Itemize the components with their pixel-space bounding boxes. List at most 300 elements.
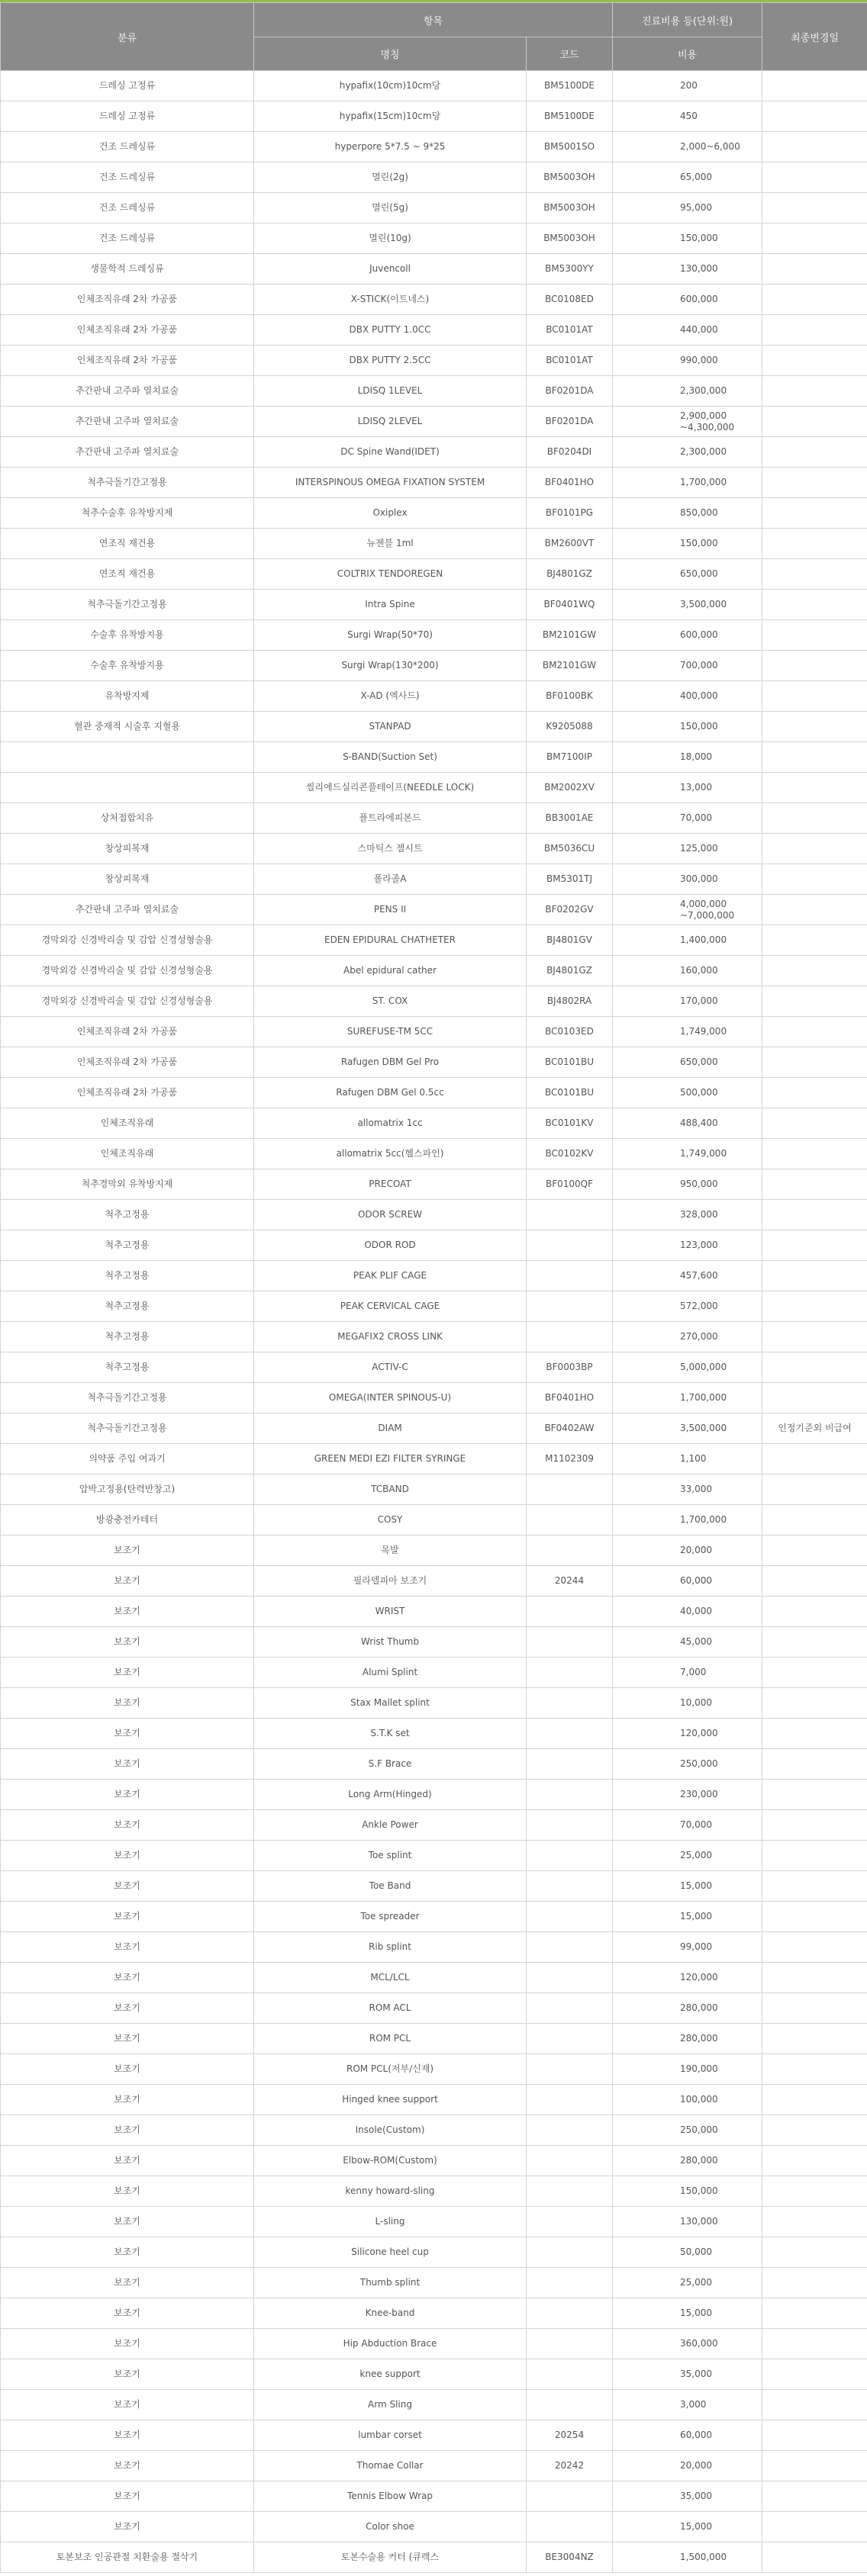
cost-cell: 130,000 <box>613 2207 762 2237</box>
last-changed-cell <box>762 1169 867 1200</box>
last-changed-cell <box>762 681 867 712</box>
last-changed-cell <box>762 346 867 376</box>
code-cell <box>527 1841 613 1871</box>
category-cell: 수술후 유착방지용 <box>1 651 254 681</box>
category-cell: 척추고정용 <box>1 1291 254 1322</box>
name-cell: 뉴젠블 1ml <box>254 529 527 559</box>
name-cell: Long Arm(Hinged) <box>254 1780 527 1810</box>
code-cell <box>527 2024 613 2054</box>
last-changed-cell <box>762 2024 867 2054</box>
cost-cell: 1,100 <box>613 1444 762 1475</box>
last-changed-cell <box>762 956 867 986</box>
category-cell: 보조기 <box>1 2298 254 2329</box>
code-cell <box>527 2481 613 2512</box>
last-changed-cell <box>762 2512 867 2542</box>
code-cell <box>527 1597 613 1627</box>
last-changed-cell <box>762 2054 867 2085</box>
last-changed-cell <box>762 651 867 681</box>
name-cell: ODOR ROD <box>254 1230 527 1261</box>
table-row <box>1 498 867 529</box>
cost-cell: 3,000 <box>613 2390 762 2420</box>
code-cell <box>527 2207 613 2237</box>
category-cell: 척추고정용 <box>1 1230 254 1261</box>
category-cell: 보조기 <box>1 2451 254 2481</box>
cost-cell: 130,000 <box>613 254 762 285</box>
table-row <box>1 2420 867 2451</box>
cost-cell: 25,000 <box>613 1841 762 1871</box>
last-changed-cell <box>762 1871 867 1902</box>
cost-cell: 123,000 <box>613 1230 762 1261</box>
cost-cell: 25,000 <box>613 2268 762 2298</box>
cost-cell: 33,000 <box>613 1475 762 1505</box>
code-cell: 20254 <box>527 2420 613 2451</box>
name-cell: Surgi Wrap(50*70) <box>254 620 527 651</box>
table-row <box>1 1078 867 1108</box>
code-cell: BM5100DE <box>527 101 613 132</box>
category-cell: 인체조직유래 2차 가공품 <box>1 285 254 315</box>
name-cell: lumbar corset <box>254 2420 527 2451</box>
category-cell: 건조 드레싱류 <box>1 162 254 193</box>
last-changed-cell <box>762 590 867 620</box>
code-cell <box>527 2329 613 2359</box>
category-cell: 보조기 <box>1 2512 254 2542</box>
code-cell: BM5003OH <box>527 224 613 254</box>
cost-cell: 50,000 <box>613 2237 762 2268</box>
code-cell: BB3001AE <box>527 803 613 834</box>
last-changed-cell <box>762 132 867 162</box>
table-row <box>1 71 867 101</box>
name-cell: Insole(Custom) <box>254 2115 527 2146</box>
last-changed-cell <box>762 1139 867 1169</box>
name-cell: Arm Sling <box>254 2390 527 2420</box>
table-row <box>1 2085 867 2115</box>
code-cell <box>527 1963 613 1993</box>
table-row <box>1 1963 867 1993</box>
category-cell: 압박고정용(탄력반창고) <box>1 1475 254 1505</box>
cost-cell: 457,600 <box>613 1261 762 1291</box>
cost-cell: 120,000 <box>613 1719 762 1749</box>
category-cell: 보조기 <box>1 1902 254 1932</box>
cost-cell: 488,400 <box>613 1108 762 1139</box>
code-cell: BM5036CU <box>527 834 613 864</box>
table-row <box>1 1261 867 1291</box>
cost-cell: 440,000 <box>613 315 762 346</box>
table-row <box>1 1444 867 1475</box>
table-row <box>1 346 867 376</box>
table-row <box>1 376 867 407</box>
cost-cell: 200 <box>613 71 762 101</box>
name-cell: S.F Brace <box>254 1749 527 1780</box>
last-changed-cell <box>762 1078 867 1108</box>
last-changed-cell <box>762 1658 867 1688</box>
last-changed-cell <box>762 1444 867 1475</box>
name-cell: COSY <box>254 1505 527 1536</box>
category-cell: 토본보조 인공관절 치환술용 절삭기 <box>1 2542 254 2573</box>
cost-cell: 700,000 <box>613 651 762 681</box>
cost-cell: 60,000 <box>613 1566 762 1597</box>
last-changed-cell <box>762 2146 867 2176</box>
name-cell: Juvencoll <box>254 254 527 285</box>
table-row <box>1 1688 867 1719</box>
table-row <box>1 2542 867 2573</box>
table-row <box>1 620 867 651</box>
category-cell: 경막외강 신경박리술 및 감압 신경성형술용 <box>1 956 254 986</box>
cost-cell: 280,000 <box>613 2024 762 2054</box>
code-cell: BC0101AT <box>527 315 613 346</box>
table-row <box>1 1139 867 1169</box>
last-changed-cell <box>762 2390 867 2420</box>
name-cell: 토본수술용 커터 (큐렉스 <box>254 2542 527 2573</box>
category-cell: 창상피복재 <box>1 834 254 864</box>
name-cell: DBX PUTTY 1.0CC <box>254 315 527 346</box>
code-cell <box>527 1658 613 1688</box>
cost-cell: 120,000 <box>613 1963 762 1993</box>
name-cell: 씰리에드실리콘풀테이프(NEEDLE LOCK) <box>254 773 527 803</box>
name-cell: X-STICK(이트네스) <box>254 285 527 315</box>
cost-cell: 650,000 <box>613 559 762 590</box>
category-cell: 척추극돌기간고정용 <box>1 1413 254 1444</box>
category-cell: 척추고정용 <box>1 1322 254 1352</box>
cost-cell: 70,000 <box>613 803 762 834</box>
name-cell: PEAK CERVICAL CAGE <box>254 1291 527 1322</box>
name-cell: PENS II <box>254 895 527 925</box>
category-cell: 보조기 <box>1 2176 254 2207</box>
name-cell: Abel epidural cather <box>254 956 527 986</box>
last-changed-cell <box>762 2451 867 2481</box>
name-cell: SUREFUSE-TM 5CC <box>254 1017 527 1047</box>
cost-cell: 400,000 <box>613 681 762 712</box>
last-changed-cell <box>762 71 867 101</box>
category-cell: 보조기 <box>1 2146 254 2176</box>
name-cell: Ankle Power <box>254 1810 527 1841</box>
code-cell: BM2101GW <box>527 651 613 681</box>
name-cell: ROM PCL <box>254 2024 527 2054</box>
code-cell <box>527 1200 613 1230</box>
last-changed-cell <box>762 101 867 132</box>
name-cell: Hip Abduction Brace <box>254 2329 527 2359</box>
table-row <box>1 1658 867 1688</box>
name-cell: Tennis Elbow Wrap <box>254 2481 527 2512</box>
cost-cell: 95,000 <box>613 193 762 224</box>
name-cell: Rib splint <box>254 1932 527 1963</box>
table-row <box>1 1200 867 1230</box>
table-row <box>1 590 867 620</box>
code-cell: BM5003OH <box>527 193 613 224</box>
last-changed-cell <box>762 376 867 407</box>
code-cell: BF0201DA <box>527 376 613 407</box>
last-changed-cell <box>762 254 867 285</box>
table-row <box>1 986 867 1017</box>
table-row <box>1 2268 867 2298</box>
last-changed-cell <box>762 1108 867 1139</box>
last-changed-cell <box>762 224 867 254</box>
category-cell: 보조기 <box>1 1780 254 1810</box>
last-changed-cell <box>762 1688 867 1719</box>
cost-cell: 7,000 <box>613 1658 762 1688</box>
header-code: 코드 <box>527 37 613 71</box>
name-cell: EDEN EPIDURAL CHATHETER <box>254 925 527 956</box>
category-cell: 건조 드레싱류 <box>1 193 254 224</box>
code-cell <box>527 2512 613 2542</box>
table-row <box>1 712 867 742</box>
code-cell <box>527 1230 613 1261</box>
last-changed-cell <box>762 2359 867 2390</box>
category-cell: 인체조직유래 2차 가공품 <box>1 315 254 346</box>
cost-cell: 150,000 <box>613 224 762 254</box>
category-cell: 혈관 중재적 시술후 지혈용 <box>1 712 254 742</box>
last-changed-cell <box>762 1780 867 1810</box>
name-cell: S-BAND(Suction Set) <box>254 742 527 773</box>
name-cell: 멸린(10g) <box>254 224 527 254</box>
category-cell: 의약품 주입 여과기 <box>1 1444 254 1475</box>
cost-cell: 15,000 <box>613 1871 762 1902</box>
category-cell: 보조기 <box>1 1749 254 1780</box>
last-changed-cell <box>762 193 867 224</box>
category-cell: 척추고정용 <box>1 1261 254 1291</box>
table-row <box>1 1322 867 1352</box>
table-row <box>1 773 867 803</box>
table-row <box>1 2146 867 2176</box>
cost-cell: 15,000 <box>613 1902 762 1932</box>
cost-cell: 1,500,000 <box>613 2542 762 2573</box>
code-cell: BM2002XV <box>527 773 613 803</box>
table-row <box>1 2512 867 2542</box>
table-row <box>1 407 867 437</box>
category-cell: 경막외강 신경박리술 및 감압 신경성형술용 <box>1 986 254 1017</box>
name-cell: 멸린(5g) <box>254 193 527 224</box>
cost-cell: 230,000 <box>613 1780 762 1810</box>
cost-cell: 600,000 <box>613 285 762 315</box>
header-item: 항목 <box>254 3 613 37</box>
code-cell: 20242 <box>527 2451 613 2481</box>
name-cell: 플트라에피본드 <box>254 803 527 834</box>
code-cell: BJ4802RA <box>527 986 613 1017</box>
name-cell: Alumi Splint <box>254 1658 527 1688</box>
cost-cell: 250,000 <box>613 1749 762 1780</box>
name-cell: MCL/LCL <box>254 1963 527 1993</box>
name-cell: allomatrix 5cc(헬스파인) <box>254 1139 527 1169</box>
code-cell: BC0101AT <box>527 346 613 376</box>
name-cell: Toe splint <box>254 1841 527 1871</box>
name-cell: kenny howard-sling <box>254 2176 527 2207</box>
name-cell: Rafugen DBM Gel Pro <box>254 1047 527 1078</box>
name-cell: PEAK PLIF CAGE <box>254 1261 527 1291</box>
last-changed-cell <box>762 1505 867 1536</box>
last-changed-cell <box>762 1932 867 1963</box>
table-row <box>1 2054 867 2085</box>
cost-cell: 10,000 <box>613 1688 762 1719</box>
table-row <box>1 1505 867 1536</box>
last-changed-cell <box>762 2268 867 2298</box>
cost-cell: 1,700,000 <box>613 1383 762 1413</box>
code-cell: BF0100BK <box>527 681 613 712</box>
cost-cell: 35,000 <box>613 2481 762 2512</box>
cost-cell: 60,000 <box>613 2420 762 2451</box>
category-cell: 연조직 재건용 <box>1 529 254 559</box>
table-row <box>1 2481 867 2512</box>
code-cell: BC0101BU <box>527 1047 613 1078</box>
code-cell: BM2101GW <box>527 620 613 651</box>
name-cell: TCBAND <box>254 1475 527 1505</box>
name-cell: LDISQ 2LEVEL <box>254 407 527 437</box>
table-row <box>1 1352 867 1383</box>
category-cell: 척추극돌기간고정용 <box>1 1383 254 1413</box>
name-cell: STANPAD <box>254 712 527 742</box>
code-cell: BC0102KV <box>527 1139 613 1169</box>
category-cell: 보조기 <box>1 2481 254 2512</box>
code-cell: BE3004NZ <box>527 2542 613 2573</box>
table-row <box>1 1841 867 1871</box>
table-row <box>1 315 867 346</box>
code-cell: BF0402AW <box>527 1413 613 1444</box>
code-cell <box>527 2298 613 2329</box>
code-cell <box>527 1688 613 1719</box>
category-cell: 척추경막외 유착방지제 <box>1 1169 254 1200</box>
cost-cell: 2,300,000 <box>613 376 762 407</box>
last-changed-cell <box>762 1749 867 1780</box>
cost-cell: 65,000 <box>613 162 762 193</box>
code-cell <box>527 1993 613 2024</box>
last-changed-cell <box>762 742 867 773</box>
table-row <box>1 224 867 254</box>
category-cell: 인체조직유래 2차 가공품 <box>1 1017 254 1047</box>
fee-table-body <box>1 71 867 2573</box>
code-cell: BM7100IP <box>527 742 613 773</box>
name-cell: LDISQ 1LEVEL <box>254 376 527 407</box>
category-cell: 보조기 <box>1 2329 254 2359</box>
code-cell: BF0101PG <box>527 498 613 529</box>
last-changed-cell <box>762 2085 867 2115</box>
last-changed-cell <box>762 1536 867 1566</box>
code-cell: BM5300YY <box>527 254 613 285</box>
table-row <box>1 651 867 681</box>
code-cell <box>527 1475 613 1505</box>
table-row <box>1 2024 867 2054</box>
table-row <box>1 529 867 559</box>
name-cell: 스마틱스 젤시트 <box>254 834 527 864</box>
table-row <box>1 559 867 590</box>
name-cell: 멸린(2g) <box>254 162 527 193</box>
code-cell: BF0100QF <box>527 1169 613 1200</box>
last-changed-cell <box>762 162 867 193</box>
category-cell: 인체조직유래 2차 가공품 <box>1 1047 254 1078</box>
table-row <box>1 864 867 895</box>
name-cell: Oxiplex <box>254 498 527 529</box>
cost-cell: 850,000 <box>613 498 762 529</box>
cost-cell: 100,000 <box>613 2085 762 2115</box>
code-cell: BJ4801GV <box>527 925 613 956</box>
name-cell: ACTIV-C <box>254 1352 527 1383</box>
code-cell <box>527 1505 613 1536</box>
category-cell: 보조기 <box>1 2237 254 2268</box>
code-cell: BM5100DE <box>527 71 613 101</box>
last-changed-cell <box>762 2237 867 2268</box>
code-cell <box>527 1719 613 1749</box>
category-cell: 보조기 <box>1 1536 254 1566</box>
code-cell <box>527 1902 613 1932</box>
cost-cell: 4,000,000 ~7,000,000 <box>613 895 762 925</box>
last-changed-cell <box>762 1322 867 1352</box>
cost-cell: 170,000 <box>613 986 762 1017</box>
code-cell <box>527 2115 613 2146</box>
cost-cell: 70,000 <box>613 1810 762 1841</box>
cost-cell: 3,500,000 <box>613 590 762 620</box>
category-cell: 보조기 <box>1 2085 254 2115</box>
cost-cell: 18,000 <box>613 742 762 773</box>
code-cell: BF0003BP <box>527 1352 613 1383</box>
name-cell: Surgi Wrap(130*200) <box>254 651 527 681</box>
cost-cell: 1,749,000 <box>613 1017 762 1047</box>
table-row <box>1 132 867 162</box>
last-changed-cell <box>762 2115 867 2146</box>
cost-cell: 2,300,000 <box>613 437 762 468</box>
category-cell: 보조기 <box>1 2390 254 2420</box>
table-row <box>1 162 867 193</box>
last-changed-cell <box>762 2420 867 2451</box>
table-row <box>1 956 867 986</box>
last-changed-cell <box>762 925 867 956</box>
category-cell: 방광충전카테터 <box>1 1505 254 1536</box>
name-cell: DIAM <box>254 1413 527 1444</box>
category-cell: 생물학적 드레싱류 <box>1 254 254 285</box>
last-changed-cell <box>762 1993 867 2024</box>
table-row <box>1 1566 867 1597</box>
name-cell: hypafix(10cm)10cm당 <box>254 71 527 101</box>
category-cell: 드레싱 고정류 <box>1 71 254 101</box>
cost-cell: 2,000~6,000 <box>613 132 762 162</box>
name-cell: Knee-band <box>254 2298 527 2329</box>
category-cell: 인체조직유래 <box>1 1139 254 1169</box>
code-cell <box>527 1322 613 1352</box>
code-cell: BF0401WQ <box>527 590 613 620</box>
category-cell: 척추고정용 <box>1 1200 254 1230</box>
name-cell: 폴라졸A <box>254 864 527 895</box>
table-row <box>1 2451 867 2481</box>
category-cell: 추간판내 고주파 열치료술 <box>1 437 254 468</box>
table-row <box>1 1475 867 1505</box>
cost-cell: 15,000 <box>613 2512 762 2542</box>
last-changed-cell <box>762 803 867 834</box>
cost-cell: 950,000 <box>613 1169 762 1200</box>
name-cell: ODOR SCREW <box>254 1200 527 1230</box>
code-cell: BJ4801GZ <box>527 956 613 986</box>
last-changed-cell <box>762 1230 867 1261</box>
last-changed-cell <box>762 1597 867 1627</box>
last-changed-cell <box>762 529 867 559</box>
name-cell: GREEN MEDI EZI FILTER SYRINGE <box>254 1444 527 1475</box>
last-changed-cell <box>762 315 867 346</box>
cost-cell: 20,000 <box>613 2451 762 2481</box>
last-changed-cell <box>762 2207 867 2237</box>
table-row <box>1 1597 867 1627</box>
cost-cell: 13,000 <box>613 773 762 803</box>
table-row <box>1 1047 867 1078</box>
table-row <box>1 1169 867 1200</box>
last-changed-cell <box>762 407 867 437</box>
cost-cell: 500,000 <box>613 1078 762 1108</box>
table-row <box>1 803 867 834</box>
table-row <box>1 1413 867 1444</box>
table-row <box>1 101 867 132</box>
name-cell: Thumb splint <box>254 2268 527 2298</box>
cost-cell: 99,000 <box>613 1932 762 1963</box>
category-cell: 추간판내 고주파 열치료술 <box>1 895 254 925</box>
name-cell: DBX PUTTY 2.5CC <box>254 346 527 376</box>
category-cell: 드레싱 고정류 <box>1 101 254 132</box>
category-cell: 추간판내 고주파 열치료술 <box>1 407 254 437</box>
last-changed-cell <box>762 1902 867 1932</box>
cost-cell: 150,000 <box>613 2176 762 2207</box>
